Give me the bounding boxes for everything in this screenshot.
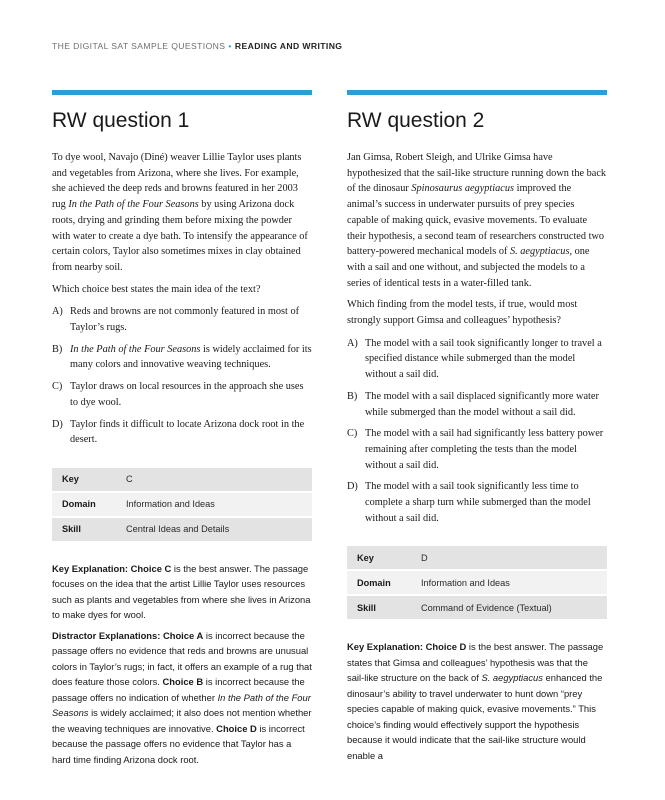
key-table-value: Command of Evidence (Textual) [411,595,607,620]
key-table-row [347,595,607,620]
answer-choice [347,479,607,526]
answer-choice [347,426,607,473]
explanation-paragraph [52,628,312,768]
bold-text-run: Distractor Explanations: Choice A [52,629,204,641]
choice-letter: D) [347,481,358,493]
text-run: is incorrect because the passage offers no evidence that reds and browns are unusual colors in Taylor’s rugs; in fact, it offers an example of a rug that does feature those colors. [52,629,312,688]
key-table-row [52,492,312,517]
text-run: is widely acclaimed for its many colors and innovative weaving techniques. [70,343,312,371]
text-run: The model with a sail displaced significantly more water while submerged than the model without a sail did. [365,390,599,418]
italic-text-run: In the Path of the Four Seasons [52,691,311,719]
question-1-title: RW question 1 [52,109,190,132]
key-table-value: D [411,546,607,570]
question-1-passage [52,150,312,276]
key-table-row [347,570,607,595]
choice-letter: C) [52,381,63,393]
question-2-explanations [347,639,607,763]
bold-text-run: Choice D [216,722,257,734]
answer-choice [52,342,312,373]
key-table-row [52,517,312,542]
choice-text [70,342,312,373]
key-table-label: Key [52,468,116,492]
question-2-title: RW question 2 [347,109,485,132]
text-run: The model with a sail took significantly longer to travel a specified distance while submerged than the model without a sail did. [365,337,602,381]
header-section: READING AND WRITING [234,41,343,51]
bold-text-run: Key Explanation: Choice C [52,562,172,574]
key-table-label: Skill [52,517,116,542]
text-run: is the best answer. The passage focuses on the idea that the artist Lillie Taylor uses resources such as plants and vegetables from where she lives in Arizona to make dyes for wool. [52,562,311,621]
question-2-choices [347,336,607,527]
choice-text [70,379,312,410]
text-run: enhanced the dinosaur’s ability to travel underwater to hunt down “prey species capable of making quick, evasive movements.” This choice’s finding would effectively support the hypothesis because it would indicate that the sail-like structure would enable a [347,672,603,761]
choice-text [70,304,312,335]
italic-text-run: S. aegyptiacus [481,672,543,684]
question-2-stem: Which finding from the model tests, if true, would most strongly support Gimsa and colleagues’ hypothesis? [347,299,578,327]
question-1-accent-bar [52,90,312,95]
question-1-choices [52,304,312,448]
text-run: improved the animal’s success in underwater pursuits of prey species capable of making quick, evasive movements. To evaluate their hypothesis, a second team of researchers constructed two battery-powered mechanical models of [347,183,605,258]
key-table-value: Central Ideas and Details [116,517,312,542]
question-2-passage [347,150,607,291]
italic-text-run: In the Path of the Four Seasons [70,343,201,355]
header-bullet: • [228,41,232,51]
question-2-column [347,90,607,768]
explanation-paragraph [52,561,312,623]
header-series: THE DIGITAL SAT SAMPLE QUESTIONS [52,41,226,51]
choice-letter: A) [347,337,358,349]
choice-text [365,389,607,420]
choice-text [365,426,607,473]
key-table-label: Domain [52,492,116,517]
choice-text [365,336,607,383]
text-run: To dye wool, Navajo (Diné) weaver Lillie Taylor uses plants and vegetables from Arizona, where she lives. For example, she achieved the deep reds and browns featured in her 2003 rug [52,152,302,211]
text-run: Reds and browns are not commonly featured in most of Taylor’s rugs. [70,306,300,334]
choice-letter: A) [52,306,63,318]
choice-letter: B) [347,390,358,402]
choice-letter: D) [52,418,63,430]
key-table-label: Key [347,546,411,570]
key-table-label: Skill [347,595,411,620]
question-2-accent-bar [347,90,607,95]
answer-choice [52,304,312,335]
text-run: The model with a sail took significantly less time to complete a sharp turn while submerged than the model without a sail did. [365,481,591,524]
key-table-value: Information and Ideas [116,492,312,517]
key-table-row [52,468,312,492]
text-run: , one with a sail and one without, and subjected the models to a series of identical tests in a water-filled tank. [347,246,590,289]
answer-choice [347,389,607,420]
choice-text [365,479,607,526]
text-run: is widely acclaimed; it also does not mention whether the weaving techniques are innovative. [52,707,312,734]
answer-choice [347,336,607,383]
text-run: by using Arizona dock roots, drying and grinding them before mixing the powder with water to create a dye bath. To intensify the appearance of certain colors, Taylor also sometimes mixes in clay obtained from nearby soil. [52,199,308,273]
key-table-label: Domain [347,570,411,595]
text-run: Jan Gimsa, Robert Sleigh, and Ulrike Gimsa have hypothesized that the sail-like structure running down the back of the dinosaur [347,152,607,195]
key-table-value: Information and Ideas [411,570,607,595]
text-run: is incorrect because the passage offers no indication of whether [52,676,305,703]
page-header [52,41,342,51]
italic-text-run: Spinosaurus aegyptiacus [411,183,515,195]
key-table-row [347,546,607,570]
bold-text-run: Key Explanation: Choice D [347,641,467,653]
explanation-paragraph [347,639,607,763]
bold-text-run: Choice B [162,676,204,688]
question-1-explanations [52,561,312,768]
answer-choice [52,379,312,410]
choice-letter: C) [347,428,358,440]
text-run: is the best answer. The passage states that Gimsa and colleagues’ hypothesis was that the sail-like structure on the back of [347,641,604,684]
answer-choice [52,417,312,448]
text-run: The model with a sail had significantly less battery power remaining after completing the tests than the model without a sail did. [365,428,604,471]
text-run: Taylor draws on local resources in the approach she uses to dye wool. [70,381,304,408]
choice-text [70,417,312,448]
question-1-key-table [52,468,312,543]
key-table-value: C [116,468,312,492]
italic-text-run: In the Path of the Four Seasons [68,199,199,211]
question-1-stem: Which choice best states the main idea of the text? [52,283,261,295]
question-1-column [52,90,312,772]
text-run: is incorrect because the passage offers no evidence that Taylor has a hard time finding Arizona dock root. [52,722,305,765]
question-2-key-table [347,546,607,621]
text-run: Taylor finds it difficult to locate Arizona dock root in the desert. [70,418,305,446]
italic-text-run: S. aegyptiacus [509,246,570,258]
choice-letter: B) [52,343,63,355]
